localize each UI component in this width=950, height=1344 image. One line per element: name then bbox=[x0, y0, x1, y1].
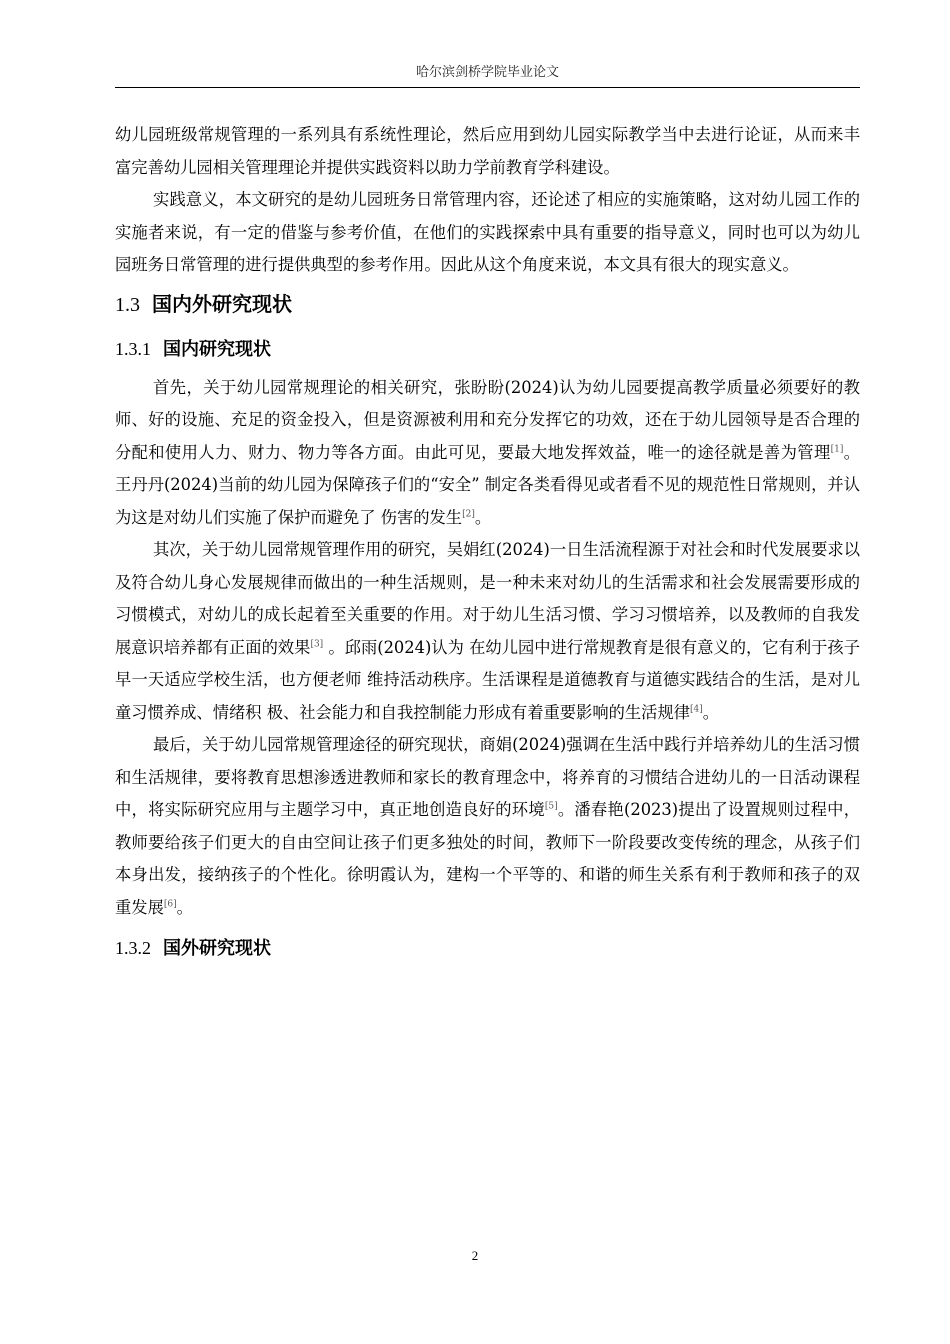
paragraph-second bbox=[115, 534, 860, 729]
citation-2: [2] bbox=[462, 509, 475, 520]
section-heading-1-3 bbox=[115, 288, 860, 321]
paragraph-text: 首先，关于幼儿园常规理论的相关研究，张盼盼(2024)认为幼儿园要提高教学质量必须要好的教师、好的设施、充足的资金投入，但是资源被利用和充分发挥它的功效，还在于幼儿园领导是否合理的分配和使用人力、财力、物力等各方面。由此可见，要最大地发挥效益，唯一的途径就是善为管理 bbox=[115, 377, 860, 462]
paragraph-text: 。潘春艳(2023)提出了设置规则过程中，教师要给孩子们更大的自由空间让孩子们更多独处的时间，教师下一阶段要改变传统的理念，从孩子们本身出发，接纳孩子的个性化。徐明霞认为，建构一个平等的、和谐的师生关系有利于教师和孩子的双重发展 bbox=[115, 800, 860, 917]
citation-4: [4] bbox=[690, 704, 703, 715]
subsection-heading-1-3-2 bbox=[115, 932, 860, 965]
subsection-heading-1-3-1 bbox=[115, 333, 860, 366]
page-number: 2 bbox=[471, 1248, 479, 1263]
section-number: 1.3 bbox=[115, 293, 140, 316]
citation-1: [1] bbox=[830, 444, 844, 455]
citation-3: [3] bbox=[310, 639, 324, 650]
subsection-number: 1.3.2 bbox=[115, 938, 151, 958]
paragraph-text: 。 bbox=[702, 702, 720, 722]
paragraph-text: 。邱雨(2024)认为 在幼儿园中进行常规教育是很有意义的，它有利于孩子早一天适应学校生活，也方便老师 维持活动秩序。生活课程是道德教育与道德实践结合的生活，是对儿童习惯养成、情绪积 极、社会能力和自我控制能力形成有着重要影响的生活规律 bbox=[115, 637, 860, 722]
paragraph-text: 。王丹丹(2024)当前的幼儿园为保障孩子们的“安全” 制定各类看得见或者看不见的规范性日常规则，并认为这是对幼儿们实施了保护而避免了 伤害的发生 bbox=[115, 442, 860, 527]
section-title: 国内外研究现状 bbox=[152, 291, 292, 316]
document-body bbox=[115, 119, 860, 971]
subsection-title: 国内研究现状 bbox=[163, 338, 271, 360]
paragraph-first bbox=[115, 372, 860, 535]
subsection-title: 国外研究现状 bbox=[163, 938, 271, 959]
citation-5: [5] bbox=[544, 801, 558, 812]
paragraph-text: 最后，关于幼儿园常规管理途径的研究现状，商娟(2024)强调在生活中践行并培养幼儿的生活习惯和生活规律，要将教育思想渗透进教师和家长的教育理念中，将养育的习惯结合进幼儿的一日活动课程中，将实际研究应用与主题学习中，真正地创造良好的环境 bbox=[115, 735, 860, 819]
citation-6: [6] bbox=[163, 899, 177, 910]
header-divider bbox=[115, 87, 860, 88]
paragraph-practical-significance: 实践意义，本文研究的是幼儿园班务日常管理内容，还论述了相应的实施策略，这对幼儿园工作的实施者来说，有一定的借鉴与参考价值，在他们的实践探索中具有重要的指导意义，同时也可以为幼儿园班务日常管理的进行提供典型的参考作用。因此从这个角度来说，本文具有很大的现实意义。 bbox=[115, 190, 860, 274]
subsection-number: 1.3.1 bbox=[115, 338, 151, 359]
paragraph-text: 。 bbox=[474, 507, 492, 527]
paragraph-text: 。 bbox=[176, 897, 193, 917]
paragraph-text: 其次，关于幼儿园常规管理作用的研究，吴娟红(2024)一日生活流程源于对社会和时代发展要求以及符合幼儿身心发展规律而做出的一种生活规则，是一种未来对幼儿的生活需求和社会发展需要形成的习惯模式，对幼儿的成长起着至关重要的作用。对于幼儿生活习惯、学习习惯培养，以及教师的自我发展意识培养都有正面的效果 bbox=[115, 540, 860, 657]
running-header: 哈尔滨剑桥学院毕业论文 bbox=[415, 65, 559, 80]
paragraph-third bbox=[115, 729, 860, 924]
paragraph: 幼儿园班级常规管理的一系列具有系统性理论，然后应用到幼儿园实际教学当中去进行论证，从而来丰富完善幼儿园相关管理理论并提供实践资料以助力学前教育学科建设。 bbox=[115, 125, 860, 177]
